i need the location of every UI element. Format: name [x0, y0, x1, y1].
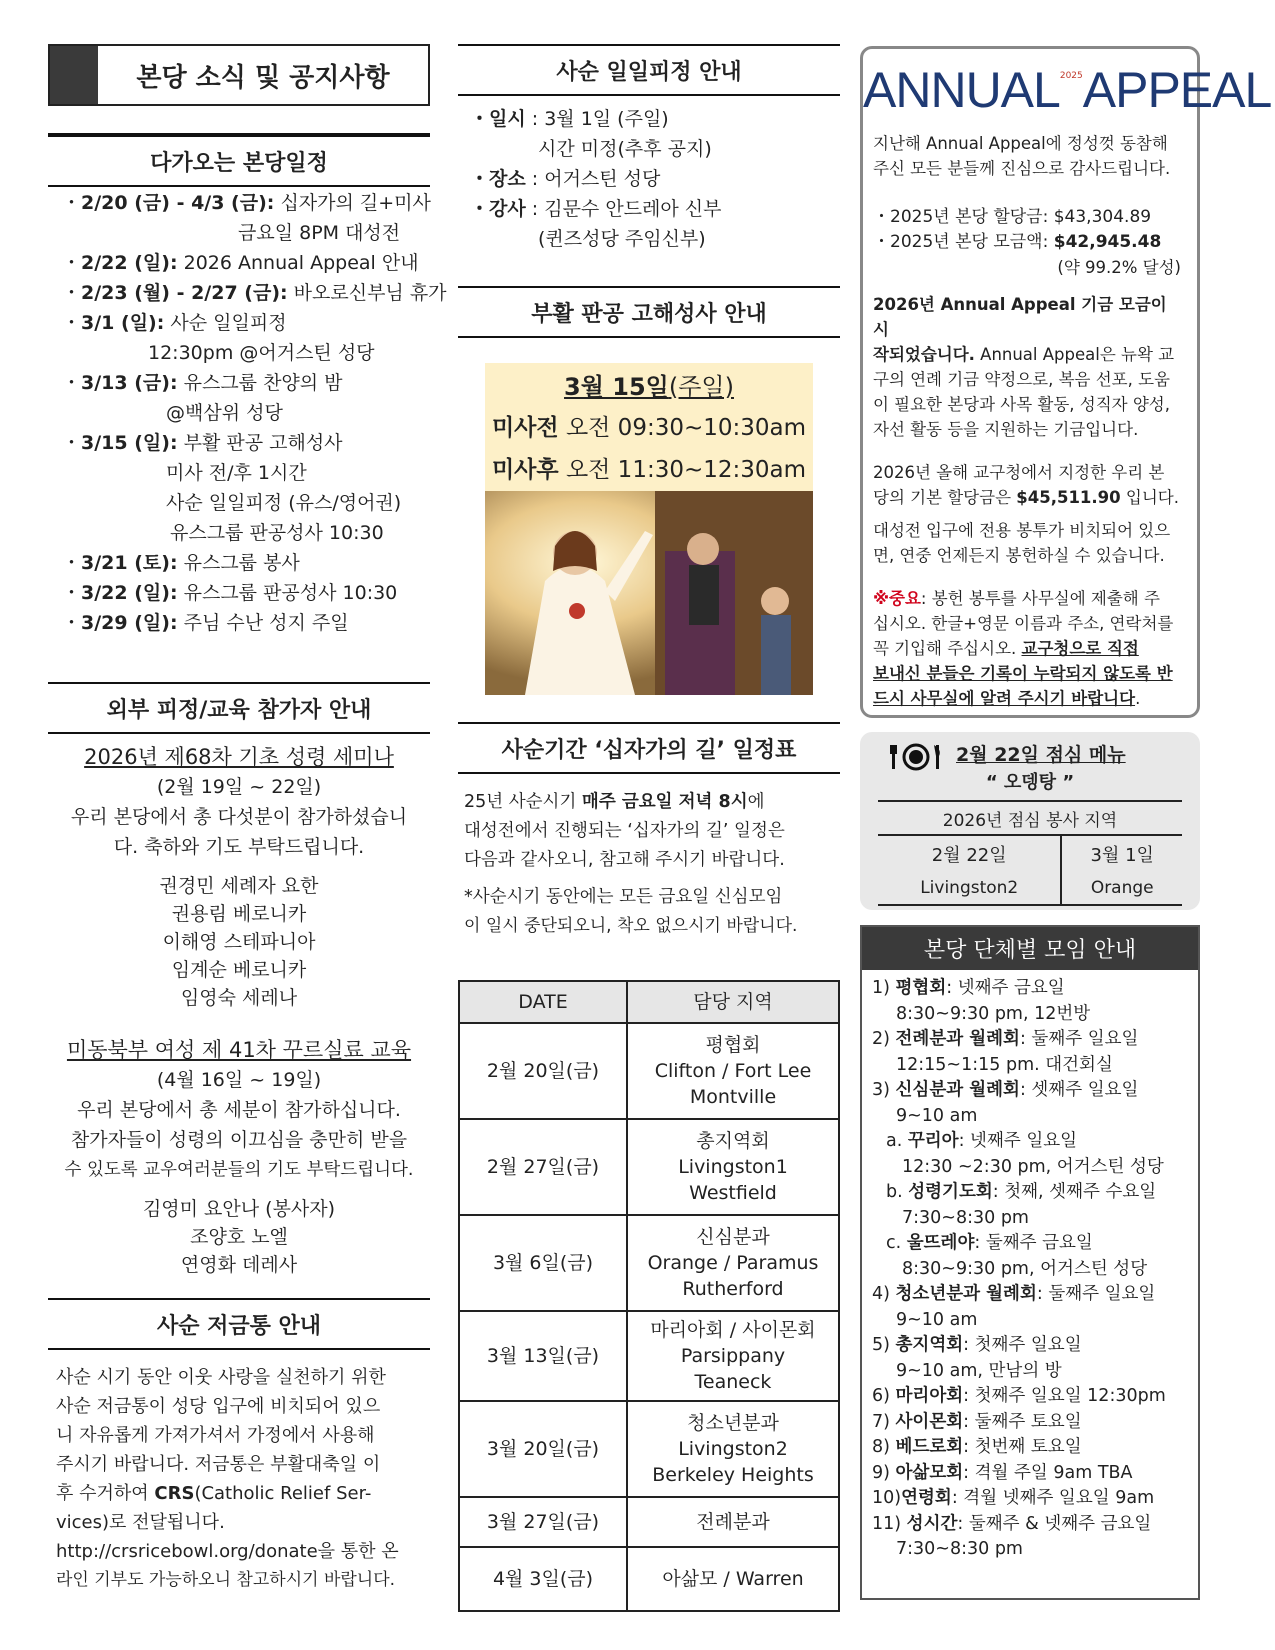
upcoming-header	[48, 133, 430, 187]
schedule-date: 3/1 (일):	[81, 312, 165, 334]
schedule-item	[48, 578, 430, 608]
confession-before-time: 오전 09:30~10:30am	[565, 415, 807, 441]
row-area	[627, 1023, 839, 1119]
lunch-area: Livingston2	[878, 872, 1061, 905]
appeal-line: Annual Appeal은 뉴왁 교	[974, 345, 1175, 364]
group-name: 꾸리아	[907, 1131, 959, 1151]
bullet: ・	[470, 168, 490, 190]
appeal-warning: 교구청으로 직접	[1021, 639, 1139, 658]
group-item	[872, 1027, 1188, 1053]
cursillo-block	[48, 1035, 430, 1279]
schedule-text: 2026 Annual Appeal 안내	[183, 252, 419, 274]
lunch-date: 2월 22일	[878, 835, 1061, 872]
group-name: 전례분과 월례회	[895, 1029, 1020, 1049]
schedule-text: 유스그룹 판공성사 10:30	[183, 582, 398, 604]
participant-name: 임영숙 세레나	[180, 987, 298, 1009]
group-item	[872, 976, 1188, 1002]
schedule-date: 3/21 (토):	[81, 552, 178, 574]
schedule-item	[48, 518, 430, 548]
groups-title: 본당 단체별 모임 안내	[862, 927, 1198, 970]
group-schedule: : 첫째주 일요일	[963, 1335, 1082, 1355]
group-item	[872, 1435, 1188, 1461]
schedule-date: 2/22 (일):	[81, 252, 178, 274]
group-number: 5)	[872, 1335, 896, 1355]
retreat-title: 사순 일일피정 안내	[556, 60, 742, 85]
appeal-line: 면, 연중 언제든지 봉헌하실 수 있습니다.	[873, 546, 1165, 565]
confession-after-time: 오전 11:30~12:30am	[565, 457, 807, 483]
row-area	[627, 1547, 839, 1611]
group-item	[872, 1206, 1188, 1232]
stations-table	[458, 980, 840, 1612]
row-area	[627, 1215, 839, 1311]
group-item	[872, 1512, 1188, 1538]
confession-header	[458, 286, 840, 338]
appeal-collected-amount: $42,945.48	[1053, 232, 1162, 252]
area-line: Orange / Paramus	[647, 1252, 819, 1274]
bullet: ・	[62, 612, 82, 634]
bullet: ・	[62, 312, 82, 334]
lunch-area: Orange	[1061, 872, 1182, 905]
group-schedule: 9~10 am, 만남의 방	[896, 1360, 1062, 1381]
group-schedule: : 둘째주 금요일	[974, 1233, 1093, 1253]
stations-text: 다음과 같사오니, 참고해 주시기 바랍니다.	[464, 850, 785, 870]
external-header	[48, 682, 430, 734]
col-date-header: DATE	[459, 981, 627, 1023]
schedule-date: 2/20 (금) - 4/3 (금):	[81, 192, 275, 214]
ricebowl-line: 사순 시기 동안 이웃 사랑을 실천하기 위한	[56, 1367, 386, 1388]
group-name: 성시간	[906, 1513, 958, 1534]
schedule-text: 12:30pm @어거스틴 성당	[148, 342, 375, 364]
group-schedule: : 첫째주 일요일 12:30pm	[963, 1386, 1166, 1406]
retreat-speaker: 김문수 안드레아 신부	[544, 198, 722, 220]
schedule-item	[48, 218, 430, 248]
bullet: ・	[470, 108, 490, 130]
area-line: Rutherford	[682, 1278, 784, 1300]
schedule-date: 3/13 (금):	[81, 372, 178, 394]
cursillo-desc-3: 수 있도록 교우여러분들의 기도 부탁드립니다.	[64, 1160, 414, 1180]
group-item	[872, 1002, 1188, 1028]
appeal-assessment: ・2025년 본당 할당금: $43,304.89	[873, 207, 1152, 227]
stations-text: 대성전에서 진행되는 ‘십자가의 길’ 일정은	[464, 821, 785, 841]
group-number: 4)	[872, 1284, 896, 1304]
ricebowl-title: 사순 저금통 안내	[156, 1314, 322, 1339]
bullet: ・	[62, 192, 82, 214]
group-name: 신심분과 월례회	[895, 1080, 1020, 1100]
upcoming-title: 다가오는 본당일정	[150, 151, 328, 176]
group-name: 울뜨레야	[906, 1233, 975, 1253]
group-schedule: : 첫번째 토요일	[963, 1437, 1082, 1457]
schedule-item	[48, 188, 430, 218]
lunch-subtitle: 2026년 점심 봉사 지역	[878, 801, 1182, 835]
group-name: 아삶모회	[895, 1462, 964, 1483]
cursillo-dates: (4월 16일 ~ 19일)	[156, 1069, 322, 1091]
group-name: 청소년분과 월례회	[895, 1284, 1037, 1304]
appeal-logo-left: ANNUAL	[863, 62, 1060, 118]
lunch-table	[878, 800, 1182, 906]
appeal-line: 작되었습니다.	[873, 345, 975, 364]
appeal-box	[860, 46, 1272, 718]
appeal-line: 십시오. 한글+영문 이름과 주소, 연락처를	[873, 614, 1174, 633]
ricebowl-line: 니 자유롭게 가져가셔서 가정에서 사용해	[56, 1425, 375, 1446]
bullet: ・	[62, 432, 82, 454]
participant-name: 연영화 데레사	[180, 1254, 298, 1276]
area-line: 청소년분과	[687, 1412, 779, 1434]
area-line: 마리아회 / 사이몬회	[650, 1319, 816, 1341]
confession-image	[485, 491, 813, 695]
group-schedule: 12:15~1:15 pm. 대건회실	[896, 1054, 1113, 1075]
appeal-line: 대성전 입구에 전용 봉투가 비치되어 있으	[873, 521, 1171, 540]
participant-name: 김영미 요안나 (봉사자)	[142, 1198, 336, 1220]
participant-name: 임계순 베로니카	[171, 959, 307, 981]
confession-times	[485, 363, 813, 491]
schedule-date: 2/23 (월) - 2/27 (금):	[81, 282, 288, 304]
table-row	[459, 1119, 839, 1215]
appeal-line: 자선 활동 등을 지원하는 기금입니다.	[873, 420, 1139, 439]
confession-before-label: 미사전	[491, 415, 559, 441]
schedule-date: 3/29 (일):	[81, 612, 178, 634]
group-schedule: 12:30 ~2:30 pm, 어거스틴 성당	[902, 1156, 1164, 1177]
group-schedule: : 둘째주 토요일	[963, 1411, 1082, 1432]
group-item	[872, 1333, 1188, 1359]
groups-list	[862, 970, 1198, 1569]
row-date: 3월 20일(금)	[459, 1401, 627, 1497]
appeal-line: 당의 기본 할당금은	[873, 488, 1017, 507]
appeal-line: 2026년 올해 교구청에서 지정한 우리 본	[873, 463, 1165, 482]
group-number: 9)	[872, 1462, 896, 1483]
seminar-title: 2026년 제68차 기초 성령 세미나	[84, 745, 394, 769]
appeal-percent: (약 99.2% 달성)	[1057, 258, 1181, 277]
participant-name: 조양호 노엘	[190, 1226, 288, 1248]
group-number: a.	[886, 1131, 908, 1151]
row-date: 2월 27일(금)	[459, 1119, 627, 1215]
group-number: 7)	[872, 1411, 896, 1432]
schedule-text: 사순 일일피정 (유스/영어권)	[166, 492, 402, 514]
group-schedule: : 격월 주일 9am TBA	[963, 1462, 1133, 1483]
group-name: 베드로회	[895, 1437, 964, 1457]
group-schedule: : 둘째주 일요일	[1019, 1029, 1139, 1049]
group-number: 11)	[872, 1513, 907, 1534]
table-row	[459, 1023, 839, 1119]
masthead-dark-block	[50, 46, 98, 104]
ricebowl-header	[48, 1298, 430, 1350]
participant-name: 권용림 베로니카	[171, 903, 307, 925]
table-row	[459, 1547, 839, 1611]
row-date: 3월 13일(금)	[459, 1311, 627, 1401]
schedule-text: 부활 판공 고해성사	[183, 432, 343, 454]
row-date: 3월 27일(금)	[459, 1497, 627, 1547]
area-line: Clifton / Fort Lee	[654, 1060, 812, 1082]
schedule-text: 십자가의 길+미사	[280, 192, 431, 214]
group-item	[872, 1359, 1188, 1385]
cursillo-desc-1: 우리 본당에서 총 세분이 참가하십니다.	[77, 1099, 401, 1121]
upcoming-list	[48, 188, 447, 638]
group-schedule: : 넷째주 금요일	[946, 978, 1065, 998]
stations-note: 이 일시 중단되오니, 착오 없으시기 바랍니다.	[464, 916, 798, 936]
seminar-desc-1: 우리 본당에서 총 다섯분이 참가하셨습니	[70, 806, 408, 828]
appeal-text	[863, 131, 1197, 711]
row-area	[627, 1497, 839, 1547]
ricebowl-text	[48, 1363, 430, 1595]
area-line: 아삶모 / Warren	[662, 1568, 804, 1590]
schedule-text: 주님 수난 성지 주일	[183, 612, 349, 634]
retreat-speaker-parish: (퀸즈성당 주임신부)	[538, 228, 706, 250]
seminar-block	[48, 742, 430, 1012]
appeal-collected-label: ・2025년 본당 모금액:	[873, 232, 1054, 252]
group-item	[872, 1180, 1188, 1206]
external-title: 외부 피정/교육 참가자 안내	[106, 698, 372, 723]
schedule-text: 유스그룹 봉사	[183, 552, 300, 574]
stations-header	[458, 722, 840, 774]
table-row	[459, 1497, 839, 1547]
group-item	[872, 1384, 1188, 1410]
retreat-header	[458, 44, 840, 96]
schedule-item	[48, 248, 430, 278]
stations-time: 매주 금요일 저녁 8시	[581, 792, 748, 812]
appeal-logo-right: APPEAL	[1082, 62, 1272, 118]
confession-after-label: 미사후	[491, 457, 559, 483]
group-item	[872, 1486, 1188, 1512]
appeal-line: .	[1135, 689, 1141, 708]
stations-intro	[458, 788, 840, 941]
stations-note: *사순시기 동안에는 모든 금요일 신심모임	[464, 887, 783, 907]
group-schedule: : 첫째, 셋째주 수요일	[992, 1182, 1157, 1202]
schedule-item	[48, 458, 430, 488]
bullet: ・	[62, 282, 82, 304]
schedule-item	[48, 428, 430, 458]
bullet: ・	[62, 372, 82, 394]
lunch-menu: “ 오뎅탕 ”	[985, 772, 1075, 793]
appeal-line: : 봉헌 봉투를 사무실에 제출해 주	[920, 589, 1160, 608]
appeal-important-label: ※중요	[873, 589, 921, 608]
group-number: 3)	[872, 1080, 896, 1100]
group-item	[872, 1461, 1188, 1487]
bullet: ・	[62, 582, 82, 604]
area-line: 평협회	[705, 1034, 761, 1056]
appeal-line: 2026년 Annual Appeal 기금 모금이 시	[873, 295, 1167, 339]
group-number: 10)	[872, 1488, 902, 1508]
ricebowl-line	[56, 1479, 422, 1508]
area-line: Westfield	[689, 1182, 777, 1204]
seminar-dates: (2월 19일 ~ 22일)	[156, 776, 322, 798]
retreat-place-label: 장소	[489, 168, 526, 190]
seminar-desc-2: 다. 축하와 기도 부탁드립니다.	[113, 836, 365, 858]
schedule-item	[48, 338, 430, 368]
cursillo-desc-2: 참가자들이 성령의 이끄심을 충만히 받을	[70, 1129, 408, 1151]
schedule-text: 미사 전/후 1시간	[166, 462, 307, 484]
lunch-date: 3월 1일	[1090, 845, 1154, 866]
ricebowl-line: 주시기 바랍니다. 저금통은 부활대축일 이	[56, 1454, 381, 1475]
appeal-base-amount: $45,511.90	[1016, 488, 1121, 507]
schedule-item	[48, 608, 430, 638]
ricebowl-line: vices)로 전달됩니다.	[56, 1512, 225, 1533]
row-area	[627, 1119, 839, 1215]
area-line: Livingston2	[678, 1438, 788, 1460]
appeal-line: 이 필요한 본당과 사목 활동, 성직자 양성,	[873, 395, 1170, 414]
group-item	[872, 1078, 1188, 1104]
group-schedule: 9~10 am	[896, 1105, 978, 1126]
group-schedule: : 넷째주 일요일	[958, 1131, 1078, 1151]
schedule-text: @백삼위 성당	[166, 402, 283, 424]
group-item	[872, 1053, 1188, 1079]
group-schedule: : 격월 넷째주 일요일 9am	[951, 1488, 1155, 1508]
group-schedule: 9~10 am	[896, 1309, 978, 1330]
cursillo-title: 미동북부 여성 제 41차 꾸르실료 교육	[66, 1038, 412, 1062]
group-name: 성령기도회	[908, 1182, 993, 1202]
schedule-text: 금요일 8PM 대성전	[238, 222, 401, 244]
lunch-title: 2월 22일 점심 메뉴	[956, 744, 1126, 766]
groups-box	[860, 925, 1200, 1600]
schedule-text: 유스그룹 찬양의 밤	[183, 372, 343, 394]
group-schedule: 8:30~9:30 pm, 12번방	[896, 1003, 1091, 1024]
schedule-item	[48, 278, 447, 308]
stations-title: 사순기간 ‘십자가의 길’ 일정표	[501, 738, 797, 763]
ricebowl-line: 사순 저금통이 성당 입구에 비치되어 있으	[56, 1396, 381, 1417]
group-number: 6)	[872, 1386, 896, 1406]
group-item	[872, 1257, 1188, 1283]
confession-date: 3월 15일	[564, 373, 669, 401]
confession-day: (주일)	[668, 373, 734, 401]
group-schedule: 8:30~9:30 pm, 어거스틴 성당	[902, 1258, 1148, 1279]
group-item	[872, 1104, 1188, 1130]
bullet: ・	[62, 252, 82, 274]
participant-name: 권경민 세례자 요한	[159, 875, 319, 897]
group-number: 8)	[872, 1437, 896, 1457]
masthead	[48, 44, 430, 106]
confession-title: 부활 판공 고해성사 안내	[531, 302, 767, 327]
group-name: 총지역회	[895, 1335, 964, 1355]
group-name: 마리아회	[895, 1386, 964, 1406]
row-area	[627, 1401, 839, 1497]
retreat-place: 어거스틴 성당	[544, 168, 661, 190]
group-schedule: 7:30~8:30 pm	[896, 1539, 1023, 1559]
group-item	[872, 1231, 1188, 1257]
appeal-line: 구의 연례 기금 약정으로, 복음 선포, 도움	[873, 370, 1170, 389]
group-item	[872, 1129, 1188, 1155]
area-line: 신심분과	[696, 1226, 770, 1248]
confession-painting	[485, 491, 813, 695]
table-row	[459, 1215, 839, 1311]
bullet: ・	[470, 198, 490, 220]
group-number: b.	[886, 1182, 909, 1202]
group-item	[872, 1410, 1188, 1436]
group-item	[872, 1155, 1188, 1181]
group-number: 1)	[872, 978, 896, 998]
lunch-box	[860, 732, 1200, 910]
group-schedule: 7:30~8:30 pm	[902, 1207, 1029, 1228]
ricebowl-text-part: (Catholic Relief Ser-	[194, 1483, 372, 1504]
schedule-text: 유스그룹 판공성사 10:30	[170, 522, 384, 544]
crs-name: CRS	[154, 1483, 195, 1504]
ricebowl-line: 라인 기부도 가능하오니 참고하시기 바랍니다.	[56, 1570, 396, 1590]
group-name: 연령회	[901, 1488, 952, 1508]
retreat-date-label: 일시	[489, 108, 526, 130]
group-item	[872, 1282, 1188, 1308]
group-item	[872, 1308, 1188, 1334]
group-name: 평협회	[895, 978, 947, 998]
retreat-time: 시간 미정(추후 공지)	[538, 138, 712, 160]
seminar-names	[48, 872, 430, 1012]
schedule-text: 바오로신부님 휴가	[293, 282, 447, 304]
group-item	[872, 1537, 1188, 1563]
retreat-date: 3월 1일 (주일)	[544, 108, 669, 130]
row-area	[627, 1311, 839, 1401]
appeal-warning: 드시 사무실에 알려 주시기 바랍니다	[873, 689, 1136, 708]
schedule-date: 3/15 (일):	[81, 432, 178, 454]
bullet: ・	[62, 552, 82, 574]
area-line: Montville	[689, 1086, 777, 1108]
stations-text: 25년 사순시기	[464, 792, 582, 812]
stations-text: 에	[747, 792, 765, 812]
group-schedule: : 셋째주 일요일	[1019, 1080, 1139, 1100]
cursillo-names	[48, 1195, 430, 1279]
appeal-line: 주신 모든 분들께 진심으로 감사드립니다.	[873, 159, 1171, 178]
ricebowl-text-part: 후 수거하여	[56, 1483, 155, 1504]
row-date: 3월 6일(금)	[459, 1215, 627, 1311]
retreat-info: ・일시 : 3월 1일 (주일) 시간 미정(추후 공지) ・장소 : 어거스틴 성당 ・강사 : 김문수 안드레아 신부 (퀸즈성당 주임신부)	[470, 104, 852, 254]
col-area-header: 담당 지역	[627, 981, 839, 1023]
group-schedule: : 둘째주 & 넷째주 금요일	[957, 1513, 1152, 1534]
table-row	[459, 1401, 839, 1497]
masthead-title: 본당 소식 및 공지사항	[136, 62, 390, 93]
schedule-item	[48, 398, 430, 428]
appeal-warning: 보내신 분들은 기록이 누락되지 않도록 반	[873, 664, 1173, 683]
area-line: Parsippany	[680, 1345, 786, 1367]
area-line: Teaneck	[694, 1371, 772, 1393]
schedule-item	[48, 368, 430, 398]
retreat-speaker-label: 강사	[489, 198, 526, 220]
area-line: 총지역회	[696, 1130, 770, 1152]
row-date: 2월 20일(금)	[459, 1023, 627, 1119]
schedule-date: 3/22 (일):	[81, 582, 178, 604]
area-line: Berkeley Heights	[652, 1464, 814, 1486]
ricebowl-donate-link[interactable]: http://crsricebowl.org/donate을 통한 온	[56, 1541, 399, 1562]
schedule-text: 사순 일일피정	[170, 312, 287, 334]
row-date: 4월 3일(금)	[459, 1547, 627, 1611]
table-row	[459, 1311, 839, 1401]
schedule-item	[48, 308, 430, 338]
group-name: 사이몬회	[895, 1411, 964, 1432]
appeal-logo	[863, 61, 1272, 131]
participant-name: 이해영 스테파니아	[162, 931, 316, 953]
appeal-line: 입니다.	[1120, 488, 1179, 507]
group-number: c.	[886, 1233, 907, 1253]
schedule-item	[48, 548, 430, 578]
area-line: 전례분과	[696, 1511, 770, 1533]
group-schedule: : 둘째주 일요일	[1036, 1284, 1156, 1304]
appeal-logo-year: 2025	[1059, 71, 1083, 81]
appeal-line: 지난해 Annual Appeal에 정성껏 동참해	[873, 134, 1168, 153]
schedule-item	[48, 488, 430, 518]
group-number: 2)	[872, 1029, 896, 1049]
area-line: Livingston1	[678, 1156, 788, 1178]
appeal-line: 꼭 기입해 주십시오.	[873, 639, 1022, 658]
